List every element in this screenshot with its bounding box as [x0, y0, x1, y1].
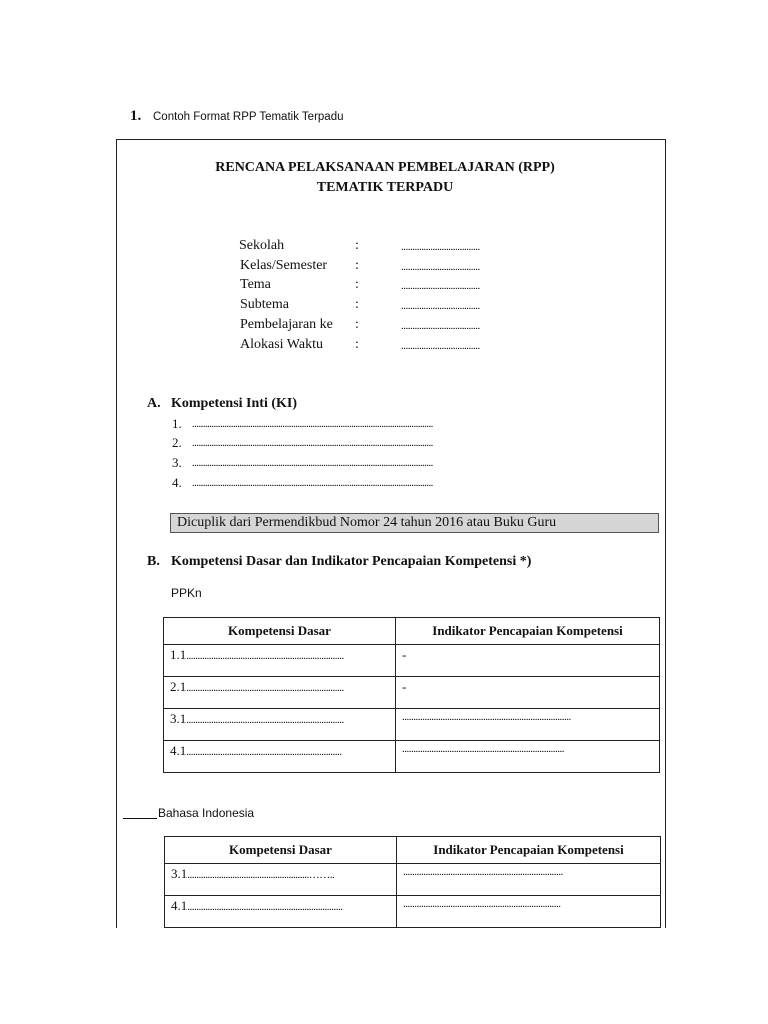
- ipk-cell: -: [396, 677, 660, 709]
- ki-item-number: 4.: [172, 475, 182, 490]
- table-row: [164, 741, 660, 773]
- kd-code: 4.1: [171, 898, 188, 913]
- ki-item-number: 1.: [172, 416, 182, 431]
- ki-item-number: 2.: [172, 435, 182, 450]
- identity-label: Subtema: [240, 297, 289, 312]
- identity-label: Kelas/Semester: [240, 258, 328, 273]
- source-note-text: Dicuplik dari Permendikbud Nomor 24 tahun 2016 atau Buku Guru: [177, 515, 557, 530]
- ipk-cell: .......................................................................: [397, 864, 661, 896]
- heading-number: 1.: [130, 108, 142, 124]
- identity-label: Alokasi Waktu: [240, 337, 323, 352]
- identity-value: ...................................: [401, 340, 480, 352]
- section-b-title: Kompetensi Dasar dan Indikator Pencapaian Kompetensi *): [171, 554, 532, 569]
- ki-item-number: 3.: [172, 455, 182, 470]
- ipk-cell: -: [396, 645, 660, 677]
- doc-title-line2: TEMATIK TERPADU: [316, 180, 454, 195]
- column-header-kd: Kompetensi Dasar: [165, 837, 397, 864]
- subject-label-ppkn: PPKn: [171, 586, 202, 600]
- ki-item-dots: ................................................................................................................: [192, 418, 433, 430]
- identity-label: Pembelajaran ke: [240, 317, 333, 332]
- identity-colon: :: [355, 258, 359, 273]
- kd-code: 3.1: [171, 866, 188, 881]
- kd-dots: ......................................................……..: [187, 869, 335, 881]
- ki-item-dots: ................................................................................................................: [192, 477, 433, 489]
- identity-colon: :: [355, 297, 359, 312]
- ipk-cell: ........................................................................: [396, 741, 660, 773]
- section-b-letter: B.: [147, 554, 160, 569]
- kd-table-ppkn: [163, 617, 660, 773]
- kd-dots: ......................................................................: [186, 650, 344, 662]
- table-row: [165, 896, 661, 928]
- section-a-letter: A.: [147, 396, 161, 411]
- kd-dots: ......................................................................: [186, 714, 344, 726]
- kd-table-bahasa-indonesia: [164, 836, 661, 928]
- kd-dots: .....................................................................: [186, 746, 342, 758]
- source-note-box: [170, 513, 659, 533]
- identity-value: ...................................: [401, 241, 480, 253]
- heading-text: Contoh Format RPP Tematik Terpadu: [153, 111, 344, 123]
- kd-code: 3.1: [170, 711, 187, 726]
- identity-colon: :: [355, 317, 359, 332]
- table-row: [164, 645, 660, 677]
- table-row: [164, 709, 660, 741]
- ipk-cell: ......................................................................: [397, 896, 661, 928]
- kd-code: 2.1: [170, 679, 187, 694]
- table-row: [164, 677, 660, 709]
- subject-label-bahasa-indonesia: Bahasa Indonesia: [158, 806, 255, 820]
- identity-colon: :: [355, 238, 359, 253]
- ipk-cell: ...........................................................................: [396, 709, 660, 741]
- doc-title-line1: RENCANA PELAKSANAAN PEMBELAJARAN (RPP): [215, 160, 555, 175]
- identity-label: Tema: [240, 277, 271, 292]
- section-a-title: Kompetensi Inti (KI): [171, 396, 297, 411]
- identity-value: ...................................: [401, 300, 480, 312]
- kd-code: 4.1: [170, 743, 187, 758]
- identity-value: ...................................: [401, 261, 480, 273]
- column-header-ipk: Indikator Pencapaian Kompetensi: [396, 618, 660, 645]
- ki-item-dots: ................................................................................................................: [192, 437, 433, 449]
- kd-dots: ......................................................................: [186, 682, 344, 694]
- kd-dots: .....................................................................: [187, 901, 343, 913]
- identity-label: Sekolah: [239, 238, 285, 253]
- column-header-kd: Kompetensi Dasar: [164, 618, 396, 645]
- identity-colon: :: [355, 337, 359, 352]
- subject-underline: [123, 818, 157, 819]
- table-row: [165, 864, 661, 896]
- identity-value: ...................................: [401, 320, 480, 332]
- column-header-ipk: Indikator Pencapaian Kompetensi: [397, 837, 661, 864]
- ki-item-dots: ................................................................................................................: [192, 457, 433, 469]
- identity-colon: :: [355, 277, 359, 292]
- identity-value: ...................................: [401, 280, 480, 292]
- kd-code: 1.1: [170, 647, 187, 662]
